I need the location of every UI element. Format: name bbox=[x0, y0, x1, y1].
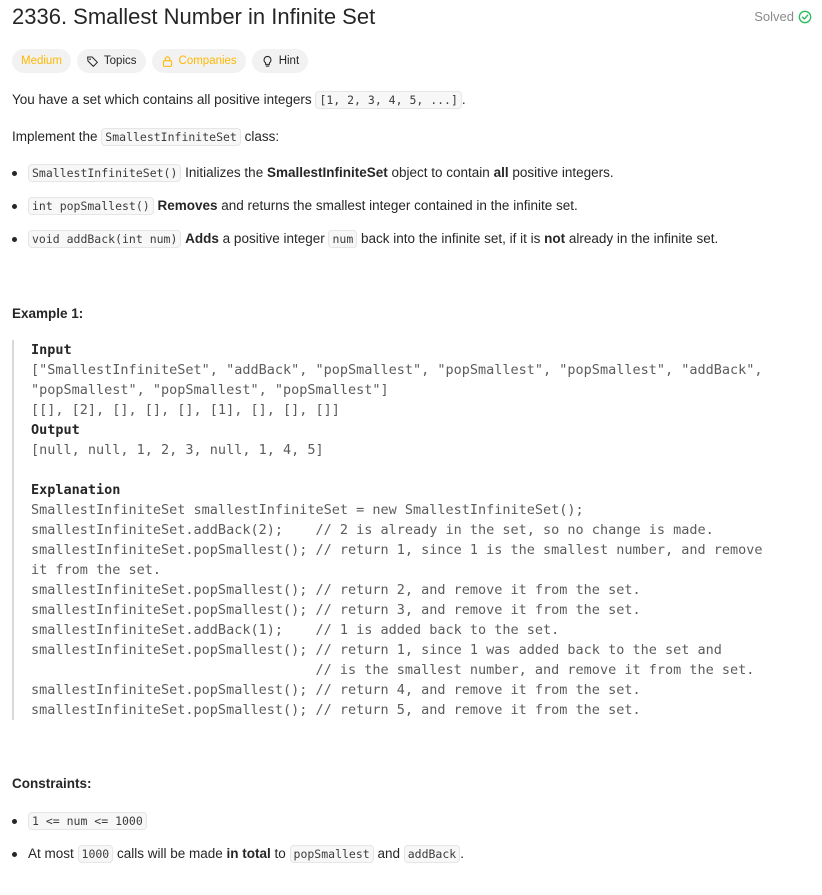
constraints-title: Constraints: bbox=[12, 776, 92, 791]
input-label: Input bbox=[31, 342, 72, 358]
solved-label: Solved bbox=[754, 9, 794, 24]
implement-code: SmallestInfiniteSet bbox=[101, 128, 241, 146]
method-text: Initializes the bbox=[181, 165, 267, 180]
output-label: Output bbox=[31, 422, 80, 438]
problem-title: 2336. Smallest Number in Infinite Set bbox=[12, 4, 376, 29]
constraint-code: addBack bbox=[404, 845, 460, 863]
explanation-line: smallestInfiniteSet.popSmallest(); // return 1, since 1 is the smallest number, and remove bbox=[31, 542, 763, 558]
method-bold: all bbox=[493, 165, 509, 180]
example-code bbox=[31, 340, 763, 720]
method-bold: Adds bbox=[185, 231, 219, 246]
companies-label: Companies bbox=[178, 55, 237, 67]
input-line: ["SmallestInfiniteSet", "addBack", "popSmallest", "popSmallest", "popSmallest", "addBack", bbox=[31, 362, 763, 378]
method-text: back into the infinite set, if it is bbox=[357, 231, 545, 246]
explanation-line: smallestInfiniteSet.popSmallest(); // return 2, and remove it from the set. bbox=[31, 582, 641, 598]
example-block bbox=[12, 340, 804, 720]
constraints-list bbox=[12, 812, 464, 863]
explanation-line: smallestInfiniteSet.popSmallest(); // return 1, since 1 was added back to the set and bbox=[31, 642, 722, 658]
solved-status bbox=[754, 9, 812, 24]
method-text: positive integers. bbox=[508, 165, 614, 180]
method-bold: SmallestInfiniteSet bbox=[266, 165, 388, 180]
explanation-line: SmallestInfiniteSet smallestInfiniteSet = new SmallestInfiniteSet(); bbox=[31, 502, 584, 518]
explanation-label: Explanation bbox=[31, 482, 121, 498]
hint-button[interactable] bbox=[252, 49, 308, 73]
constraint-bold: in total bbox=[226, 846, 271, 861]
method-text: already in the infinite set. bbox=[565, 231, 719, 246]
constraint-text: calls will be made bbox=[113, 846, 227, 861]
implement-paragraph bbox=[12, 128, 279, 146]
explanation-line: smallestInfiniteSet.popSmallest(); // return 4, and remove it from the set. bbox=[31, 682, 641, 698]
constraint-text: to bbox=[270, 846, 290, 861]
explanation-line: it from the set. bbox=[31, 562, 162, 578]
method-text: and returns the smallest integer contained in the infinite set. bbox=[217, 198, 578, 213]
intro-code: [1, 2, 3, 4, 5, ...] bbox=[315, 91, 461, 109]
method-text: object to contain bbox=[387, 165, 494, 180]
method-list bbox=[12, 164, 718, 248]
implement-text: Implement the bbox=[12, 129, 102, 144]
implement-end: class: bbox=[240, 129, 280, 144]
list-item bbox=[12, 812, 464, 830]
explanation-line: smallestInfiniteSet.popSmallest(); // return 3, and remove it from the set. bbox=[31, 602, 641, 618]
tag-icon bbox=[86, 55, 99, 68]
hint-label: Hint bbox=[278, 55, 300, 67]
method-code: int popSmallest() bbox=[28, 197, 154, 215]
explanation-line: smallestInfiniteSet.addBack(2); // 2 is already in the set, so no change is made. bbox=[31, 522, 714, 538]
constraint-text: At most bbox=[28, 846, 78, 861]
intro-end: . bbox=[461, 92, 466, 107]
topics-label: Topics bbox=[103, 55, 137, 67]
difficulty-label: Medium bbox=[21, 55, 62, 67]
check-circle-icon bbox=[798, 10, 812, 24]
input-line: [[], [2], [], [], [], [1], [], [], []] bbox=[31, 402, 340, 418]
constraint-text: . bbox=[460, 846, 464, 861]
intro-paragraph bbox=[12, 91, 466, 109]
explanation-line: smallestInfiniteSet.popSmallest(); // return 5, and remove it from the set. bbox=[31, 702, 641, 718]
method-code: SmallestInfiniteSet() bbox=[28, 164, 181, 182]
companies-button[interactable] bbox=[152, 49, 246, 73]
constraint-code: popSmallest bbox=[290, 845, 374, 863]
method-bold: not bbox=[544, 231, 566, 246]
method-text: a positive integer bbox=[218, 231, 329, 246]
explanation-line: // is the smallest number, and remove it from the set. bbox=[31, 662, 755, 678]
lightbulb-icon bbox=[261, 55, 274, 68]
method-code: void addBack(int num) bbox=[28, 230, 181, 248]
list-item bbox=[12, 230, 718, 248]
title-row bbox=[12, 4, 812, 34]
explanation-line: smallestInfiniteSet.addBack(1); // 1 is added back to the set. bbox=[31, 622, 560, 638]
difficulty-badge[interactable] bbox=[12, 49, 71, 73]
lock-icon bbox=[161, 55, 174, 68]
constraint-code: 1000 bbox=[78, 845, 114, 863]
list-item bbox=[12, 164, 718, 182]
constraint-text: and bbox=[373, 846, 404, 861]
intro-text: You have a set which contains all positive integers bbox=[12, 92, 316, 107]
input-line: "popSmallest", "popSmallest", "popSmallest"] bbox=[31, 382, 389, 398]
constraint-code: 1 <= num <= 1000 bbox=[28, 812, 147, 830]
output-line: [null, null, 1, 2, 3, null, 1, 4, 5] bbox=[31, 442, 324, 458]
example-title: Example 1: bbox=[12, 306, 84, 321]
list-item bbox=[12, 197, 718, 215]
list-item bbox=[12, 845, 464, 863]
method-bold: Removes bbox=[157, 198, 218, 213]
topics-button[interactable] bbox=[77, 49, 146, 73]
param-code: num bbox=[328, 230, 357, 248]
tag-bar bbox=[12, 49, 308, 73]
